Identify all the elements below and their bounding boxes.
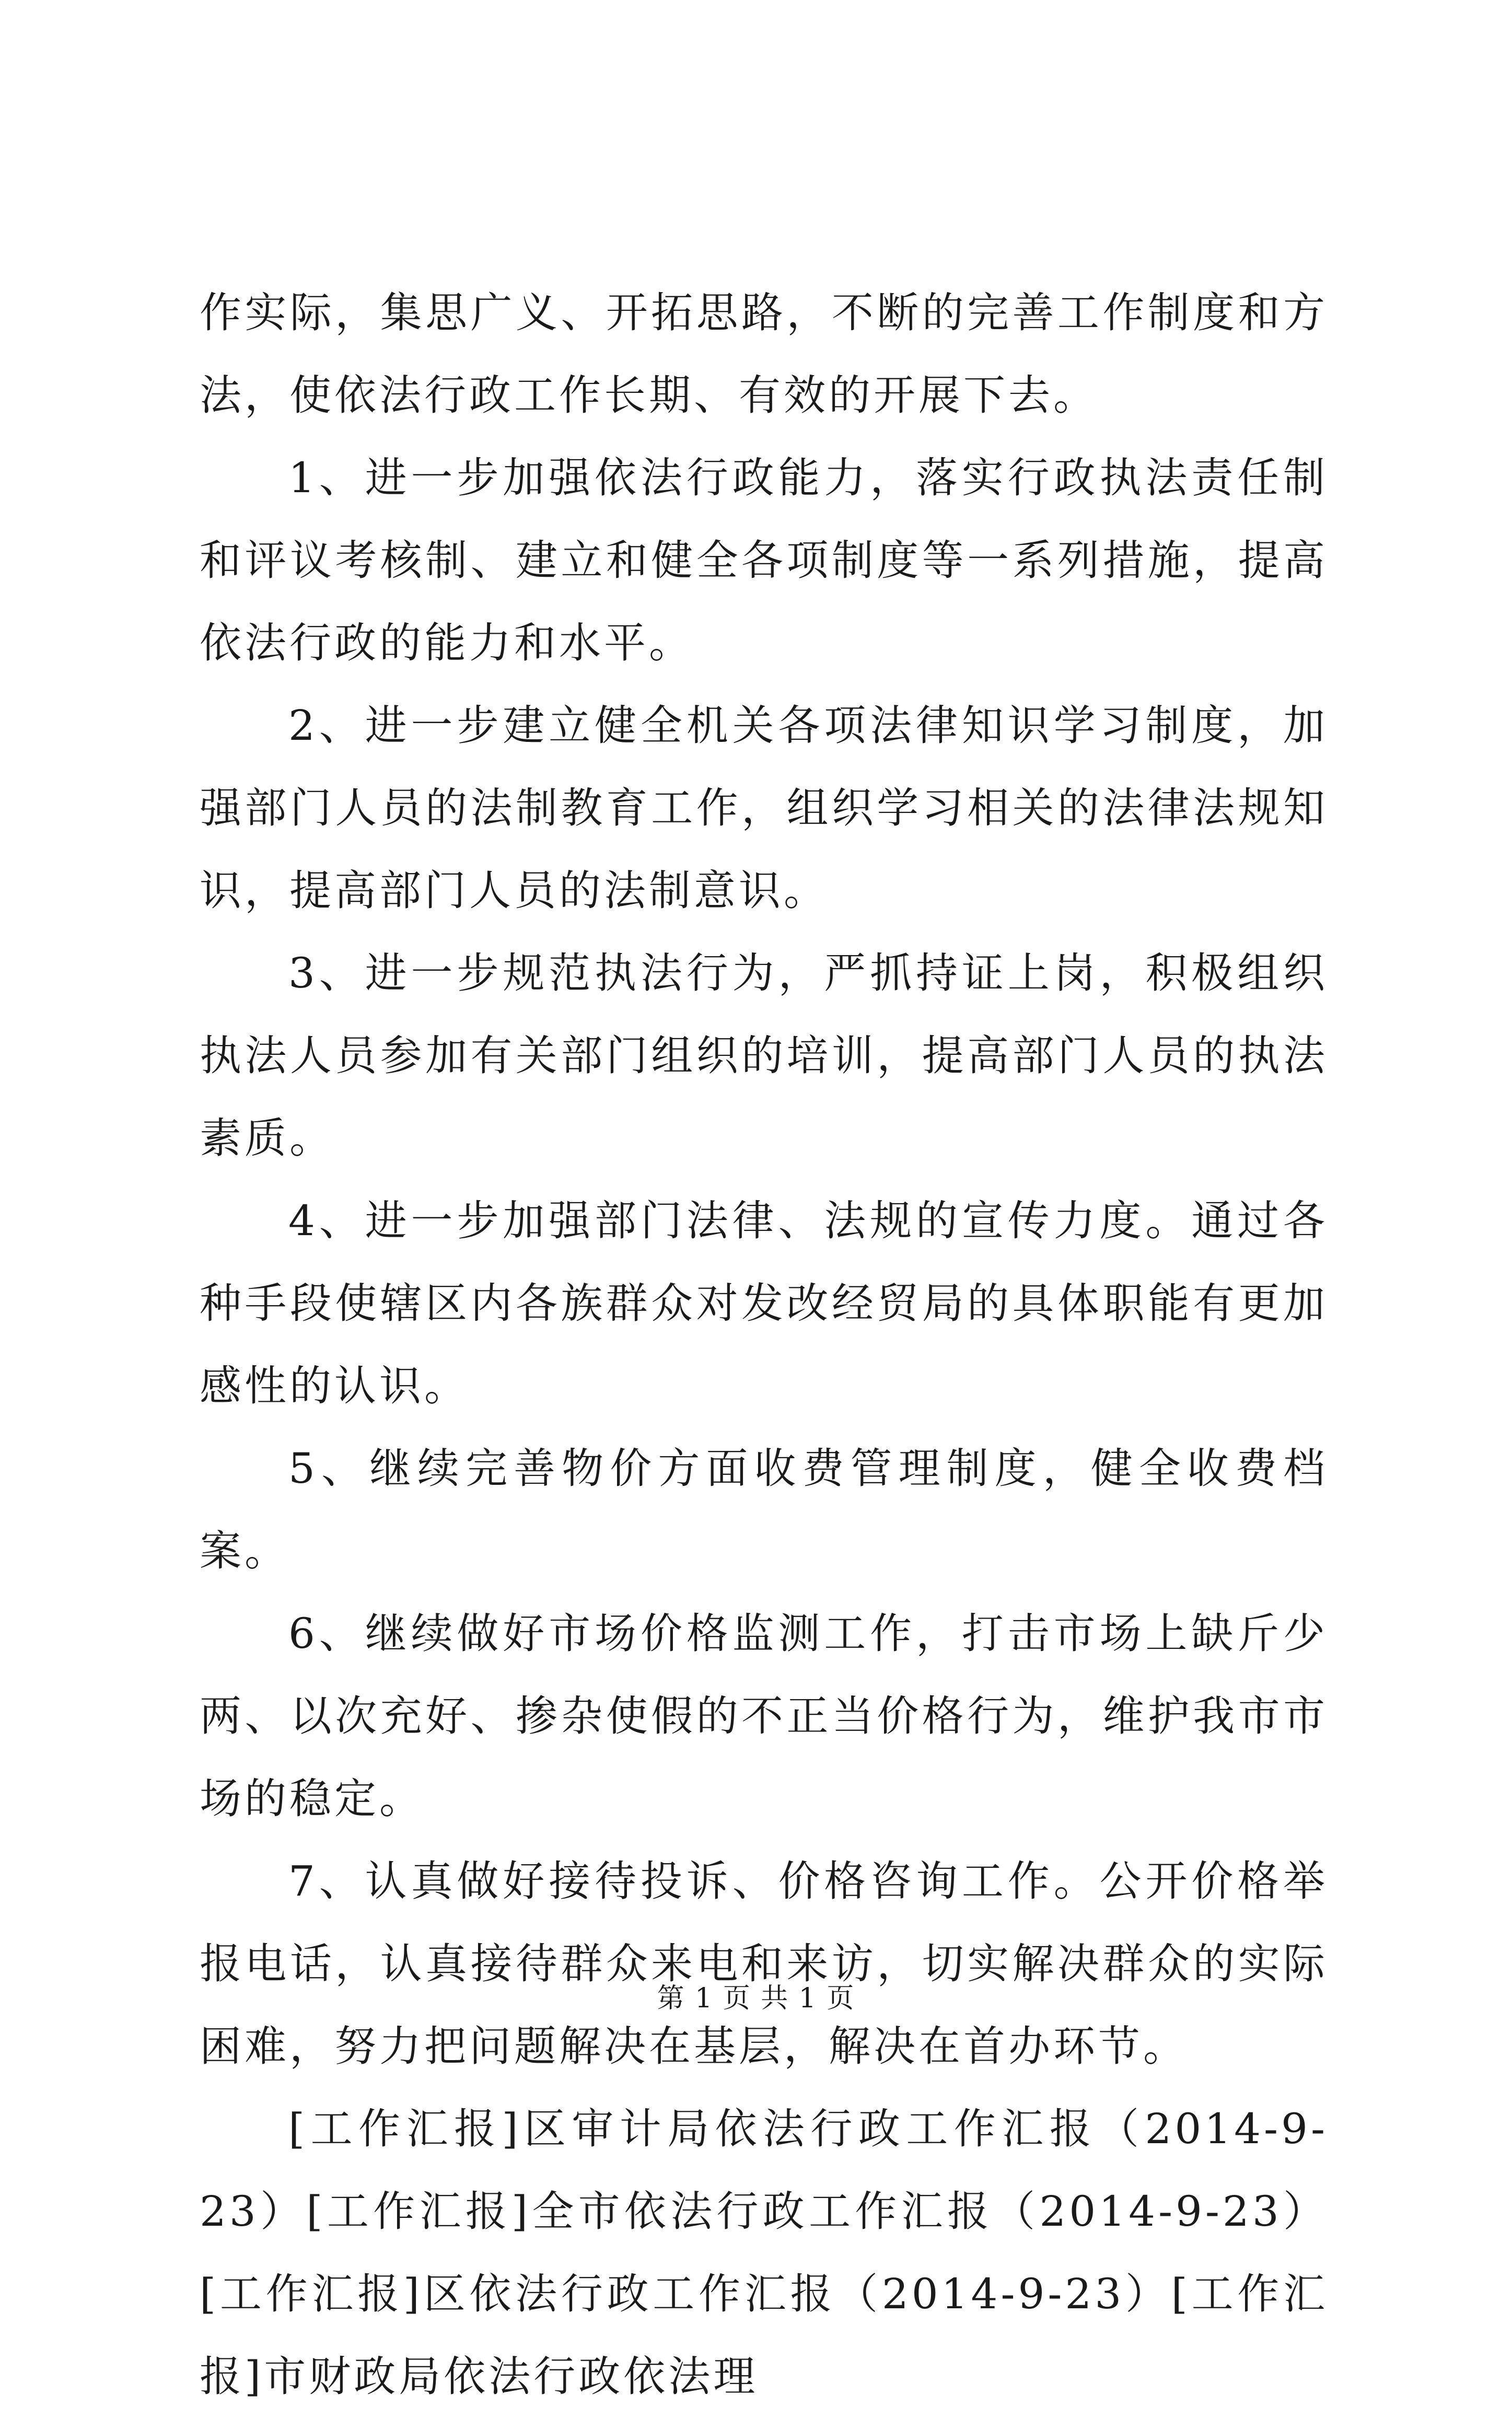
paragraph-related-reports: [工作汇报]区审计局依法行政工作汇报（2014-9-23）[工作汇报]全市依法行政工作汇报（2014-9-23）[工作汇报]区依法行政工作汇报（2014-9-23）[工作汇报]市财政局依法行政依法理 — [200, 2105, 1328, 2401]
paragraph-item-4: 4、进一步加强部门法律、法规的宣传力度。通过各种手段使辖区内各族群众对发改经贸局的具体职能有更加感性的认识。 — [200, 1196, 1328, 1410]
document-body — [200, 272, 1328, 2418]
paragraph-item-6: 6、继续做好市场价格监测工作，打击市场上缺斤少两、以次充好、掺杂使假的不正当价格行为，维护我市市场的稳定。 — [200, 1609, 1328, 1823]
page-number-footer: 第 1 页 共 1 页 — [657, 1983, 855, 2014]
paragraph-item-1: 1、进一步加强依法行政能力，落实行政执法责任制和评议考核制、建立和健全各项制度等一系列措施，提高依法行政的能力和水平。 — [200, 454, 1328, 667]
paragraph-item-3: 3、进一步规范执法行为，严抓持证上岗，积极组织执法人员参加有关部门组织的培训，提高部门人员的执法素质。 — [200, 949, 1328, 1163]
paragraph-intro: 作实际，集思广义、开拓思路，不断的完善工作制度和方法，使依法行政工作长期、有效的开展下去。 — [200, 288, 1328, 420]
paragraph-item-7: 7、认真做好接待投诉、价格咨询工作。公开价格举报电话，认真接待群众来电和来访，切实解决群众的实际困难，努力把问题解决在基层，解决在首办环节。 — [200, 1857, 1328, 2071]
paragraph-item-5: 5、继续完善物价方面收费管理制度，健全收费档案。 — [200, 1444, 1328, 1575]
paragraph-item-2: 2、进一步建立健全机关各项法律知识学习制度，加强部门人员的法制教育工作，组织学习相关的法律法规知识，提高部门人员的法制意识。 — [200, 701, 1328, 915]
